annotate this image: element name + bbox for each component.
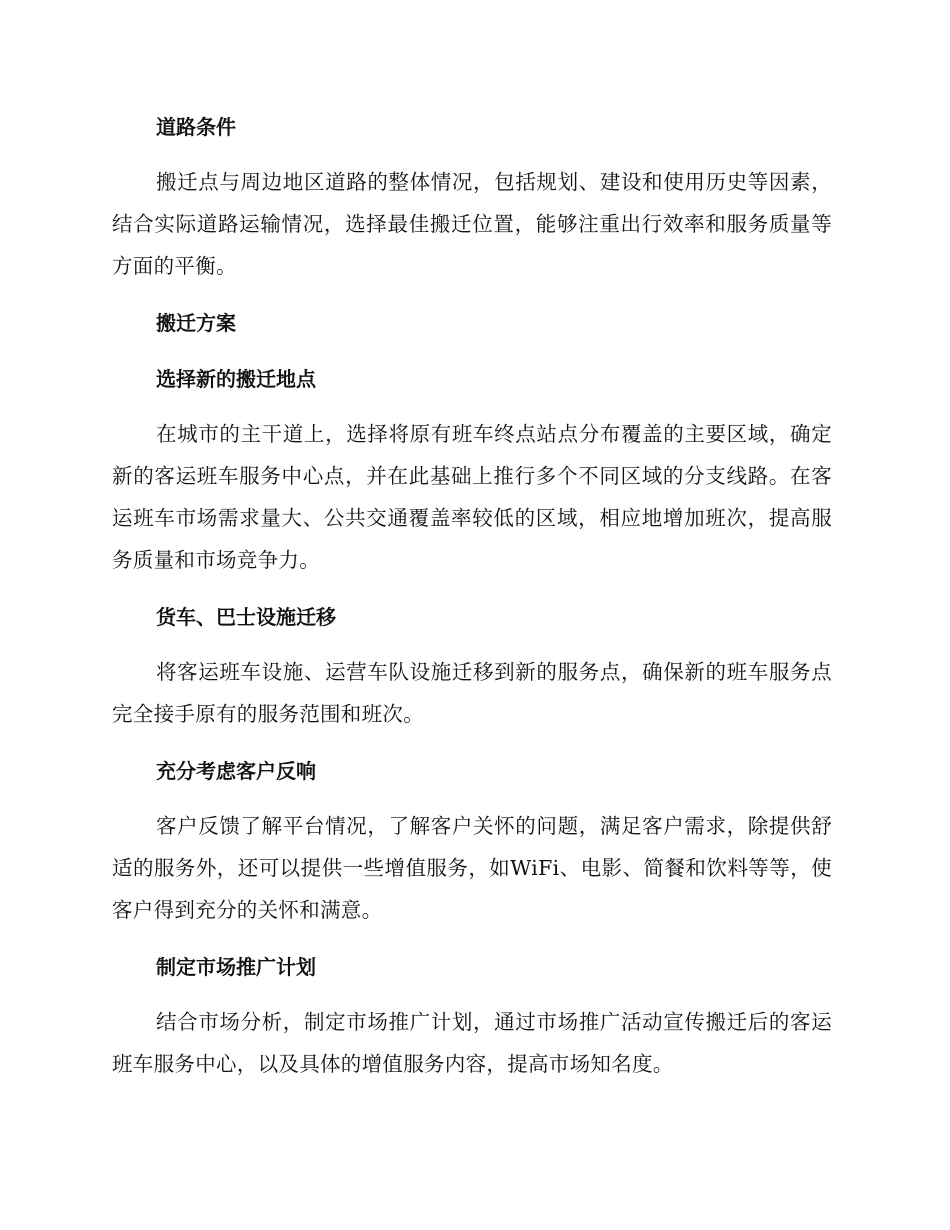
document-body (112, 107, 832, 1085)
section-heading-road-conditions: 道路条件 (156, 115, 236, 139)
section-heading-relocation-plan: 搬迁方案 (156, 311, 236, 335)
section-paragraph-facility-migration: 将客运班车设施、运营车队设施迁移到新的服务点，确保新的班车服务点完全接手原有的服务范围和班次。 (112, 660, 832, 726)
section-paragraph-new-location: 在城市的主干道上，选择将原有班车终点站点分布覆盖的主要区域，确定新的客运班车服务中心点，并在此基础上推行多个不同区域的分支线路。在客运班车市场需求量大、公共交通覆盖率较低的区域，相应地增加班次，提高服务质量和市场竞争力。 (112, 422, 832, 572)
section-heading-facility-migration: 货车、巴士设施迁移 (156, 605, 336, 629)
section-heading-customer-feedback: 充分考虑客户反响 (156, 759, 316, 783)
section-paragraph-customer-feedback: 客户反馈了解平台情况，了解客户关怀的问题，满足客户需求，除提供舒适的服务外，还可以提供一些增值服务，如WiFi、电影、简餐和饮料等等，使客户得到充分的关怀和满意。 (112, 814, 832, 922)
section-heading-new-location: 选择新的搬迁地点 (156, 367, 316, 391)
section-paragraph-road-conditions: 搬迁点与周边地区道路的整体情况，包括规划、建设和使用历史等因素，结合实际道路运输情况，选择最佳搬迁位置，能够注重出行效率和服务质量等方面的平衡。 (112, 170, 832, 278)
section-paragraph-marketing-plan: 结合市场分析，制定市场推广计划，通过市场推广活动宣传搬迁后的客运班车服务中心，以及具体的增值服务内容，提高市场知名度。 (112, 1010, 832, 1076)
section-heading-marketing-plan: 制定市场推广计划 (156, 955, 316, 979)
